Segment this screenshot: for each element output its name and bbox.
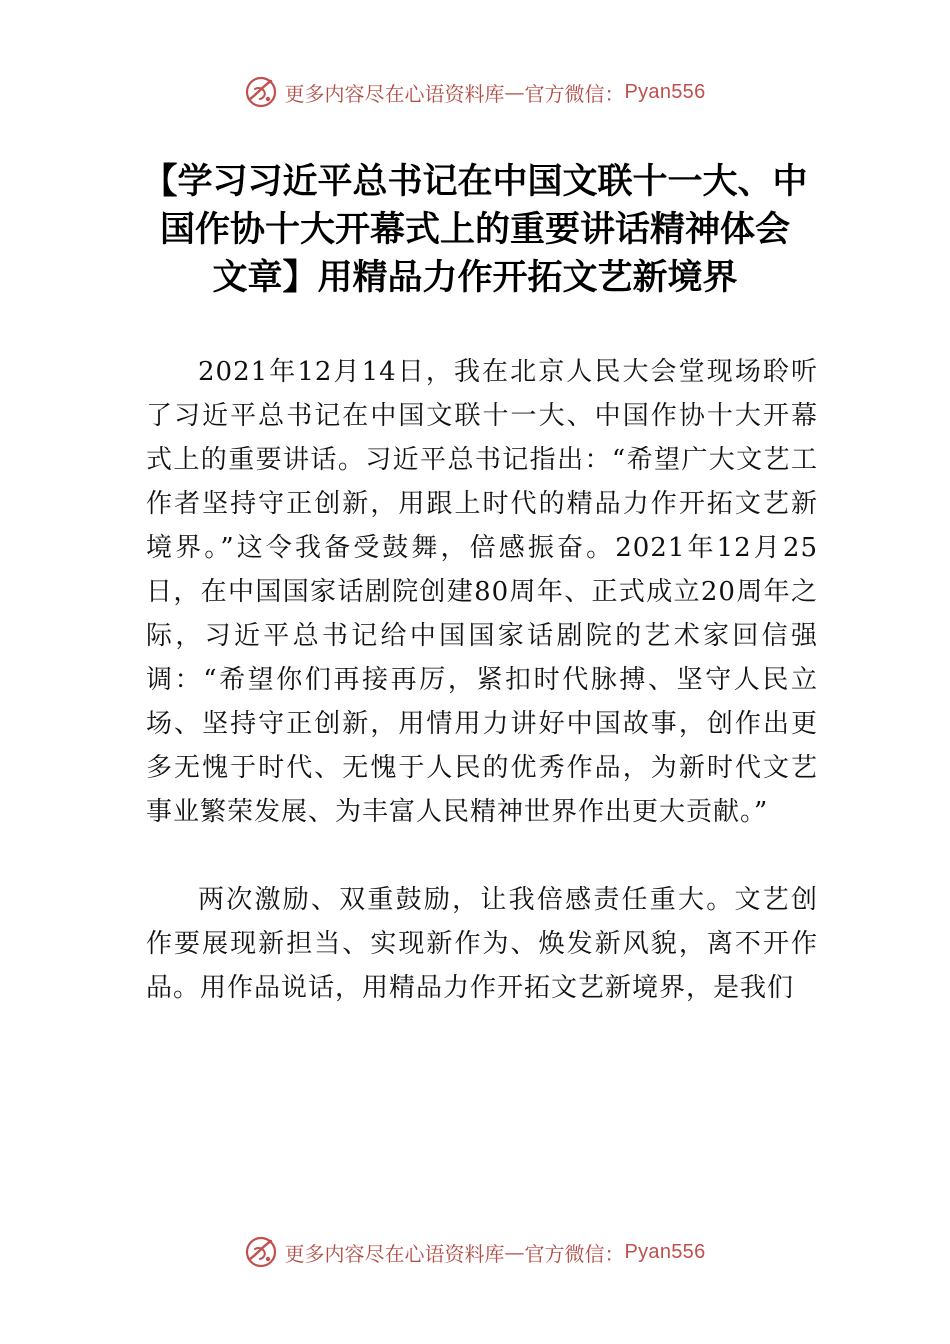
document-title — [110, 158, 840, 302]
footer-banner-contact-label: 官方微信： — [524, 1241, 625, 1266]
title-line-3: 文章】用精品力作开拓文艺新境界 — [212, 258, 738, 298]
brand-logo-icon — [244, 1235, 278, 1269]
body-paragraph-2: 两次激励、双重鼓励，让我倍感责任重大。文艺创作要展现新担当、实现新作为、焕发新风貌，离不开作品。用作品说话，用精品力作开拓文艺新境界，是我们 — [146, 885, 818, 1003]
header-banner-main-text: 更多内容尽在心语资料库 — [284, 81, 505, 106]
header-banner-contact-label: 官方微信： — [524, 81, 625, 106]
document-body — [146, 350, 818, 1010]
brand-logo-icon — [244, 75, 278, 109]
title-line-1: 【学习习近平总书记在中国文联十一大、中 — [142, 162, 808, 202]
footer-banner-main-text: 更多内容尽在心语资料库 — [284, 1241, 505, 1266]
header-banner — [0, 72, 950, 112]
body-paragraph-1: 2021年12月14日，我在北京人民大会堂现场聆听了习近平总书记在中国文联十一大、中国作协十大开幕式上的重要讲话。习近平总书记指出：“希望广大文艺工作者坚持守正创新，用跟上时代的精品力作开拓文艺新境界。”这令我备受鼓舞，倍感振奋。2021年12月25日，在中国国家话剧院创建80周年、正式成立20周年之际，习近平总书记给中国国家话剧院的艺术家回信强调：“希望你们再接再厉，紧扣时代脉搏、坚守人民立场、坚持守正创新，用情用力讲好中国故事，创作出更多无愧于时代、无愧于人民的优秀作品，为新时代文艺事业繁荣发展、为丰富人民精神世界作出更大贡献。” — [146, 357, 818, 827]
header-banner-contact-id: Pyan556 — [624, 80, 706, 103]
footer-banner — [0, 1232, 950, 1272]
footer-banner-dash: — — [504, 1240, 525, 1264]
footer-banner-contact-id: Pyan556 — [624, 1240, 706, 1263]
header-banner-dash: — — [504, 80, 525, 104]
title-line-2: 国作协十大开幕式上的重要讲话精神体会 — [159, 210, 790, 250]
